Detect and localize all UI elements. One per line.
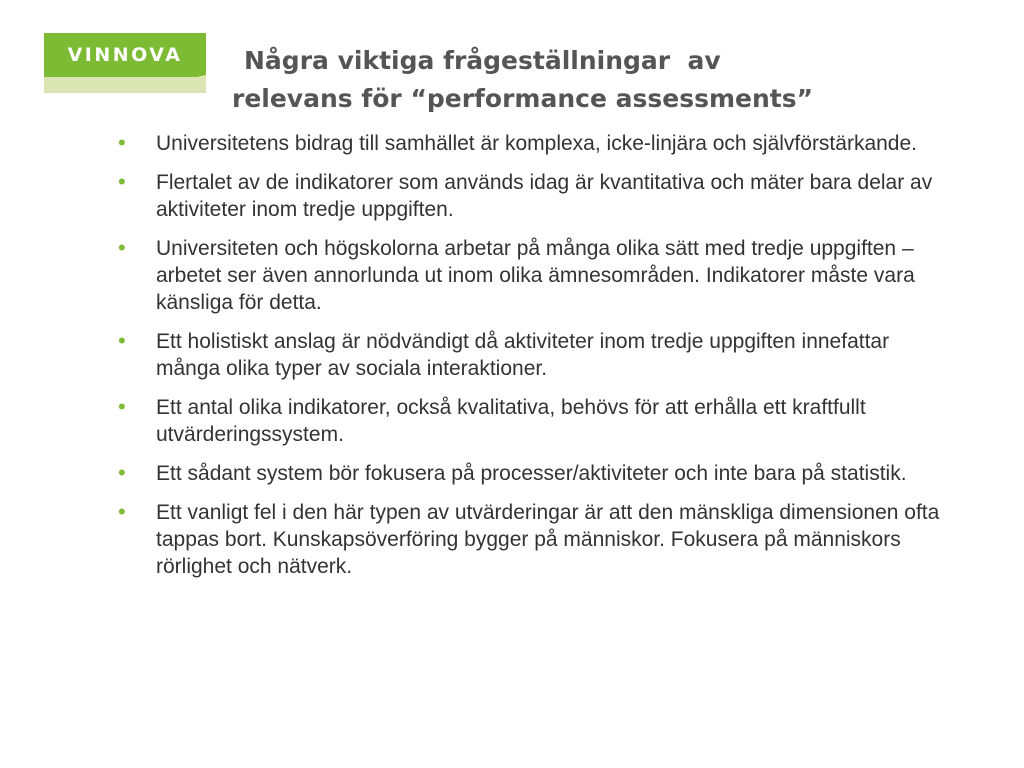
bullet-icon: •: [118, 328, 126, 353]
bullet-text: Ett holistiskt anslag är nödvändigt då aktiviteter inom tredje uppgiften innefattar många olika typer av sociala interaktioner.: [156, 330, 890, 380]
bullet-text: Universitetens bidrag till samhället är komplexa, icke-linjära och självförstärkande.: [156, 132, 917, 155]
bullet-item: [118, 499, 948, 580]
bullet-icon: •: [118, 130, 126, 155]
slide-title: [232, 42, 992, 118]
bullet-text: Ett antal olika indikatorer, också kvalitativa, behövs för att erhålla ett kraftfullt utvärderingssystem.: [156, 396, 866, 446]
bullet-icon: •: [118, 235, 126, 260]
bullet-item: [118, 460, 948, 487]
bullet-item: [118, 235, 948, 316]
bullet-text: Ett sådant system bör fokusera på processer/aktiviteter och inte bara på statistik.: [156, 462, 907, 485]
bullet-text: Flertalet av de indikatorer som används idag är kvantitativa och mäter bara delar av aktiviteter inom tredje uppgiften.: [156, 171, 933, 221]
bullet-item: [118, 130, 948, 157]
bullet-icon: •: [118, 460, 126, 485]
bullet-icon: •: [118, 499, 126, 524]
bullet-list: [118, 130, 948, 592]
bullet-item: [118, 328, 948, 382]
bullet-item: [118, 394, 948, 448]
bullet-icon: •: [118, 394, 126, 419]
bullet-text: Ett vanligt fel i den här typen av utvärderingar är att den mänskliga dimensionen ofta tappas bort. Kunskapsöverföring bygger på människor. Fokusera på människors rörlighet och nätverk.: [156, 501, 940, 578]
slide-title-line-1: Några viktiga frågeställningar av: [244, 46, 721, 75]
vinnova-logo: [44, 33, 206, 93]
bullet-item: [118, 169, 948, 223]
bullet-icon: •: [118, 169, 126, 194]
logo-wordmark: VINNOVA: [67, 44, 183, 66]
slide-title-line-2: relevans för “performance assessments”: [232, 84, 814, 113]
bullet-text: Universiteten och högskolorna arbetar på många olika sätt med tredje uppgiften – arbetet ser även annorlunda ut inom olika ämnesområden. Indikatorer måste vara känsliga för detta.: [156, 237, 915, 314]
